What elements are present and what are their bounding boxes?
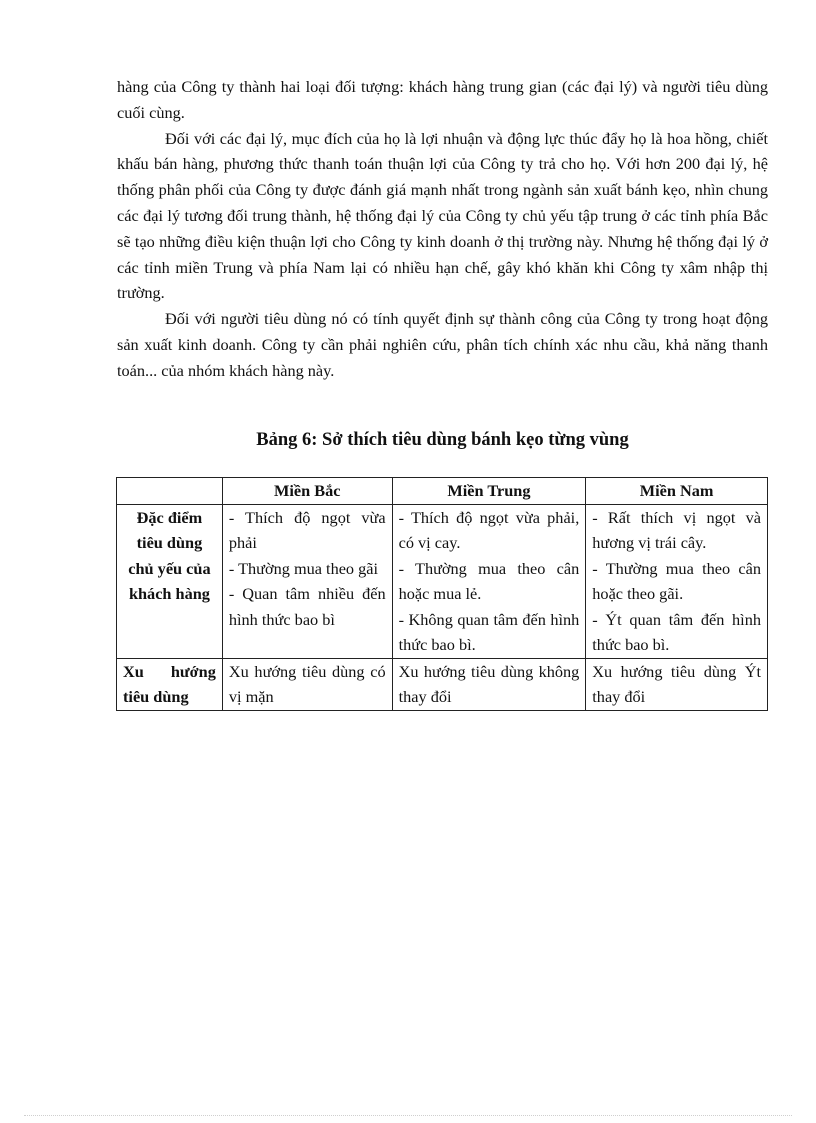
body-text xyxy=(117,74,768,384)
cell-mien-nam: Xu hướng tiêu dùng Ýt thay đổi xyxy=(586,658,768,710)
cell-line: - Thường mua theo gãi xyxy=(228,558,379,578)
cell-mien-trung xyxy=(392,504,586,658)
cell-line: - Quan tâm nhiều đến hình thức bao bì xyxy=(228,584,386,629)
cell-mien-trung: Xu hướng tiêu dùng không thay đổi xyxy=(392,658,586,710)
header-corner xyxy=(117,478,223,505)
cell-mien-bac xyxy=(222,504,392,658)
table-row xyxy=(117,504,768,658)
header-mien-nam: Miền Nam xyxy=(586,478,768,505)
header-mien-trung: Miền Trung xyxy=(392,478,586,505)
paragraph-3: Đối với người tiêu dùng nó có tính quyết định sự thành công của Công ty trong hoạt động sản xuất kinh doanh. Công ty cần phải nghiên cứu, phân tích chính xác nhu cầu, khả năng thanh toán... của nhóm khách hàng này. xyxy=(117,309,768,380)
cell-line: - Ýt quan tâm đến hình thức bao bì. xyxy=(592,609,761,654)
table-title: Bảng 6: Sở thích tiêu dùng bánh kẹo từng vùng xyxy=(256,430,629,450)
cell-line: - Thích độ ngọt vừa phải, có vị cay. xyxy=(398,507,580,552)
cell-line: - Thường mua theo cân hoặc theo gãi. xyxy=(592,558,761,603)
cell-line: - Rất thích vị ngọt và hương vị trái cây. xyxy=(592,507,761,552)
header-mien-bac: Miền Bắc xyxy=(222,478,392,505)
page-bottom-border xyxy=(24,1115,792,1116)
cell-line: - Thích độ ngọt vừa phải xyxy=(228,507,386,552)
paragraph-2: Đối với các đại lý, mục đích của họ là lợi nhuận và động lực thúc đẩy họ là hoa hồng, chiết khấu bán hàng, phương thức thanh toán thuận lợi của Công ty trả cho họ. Với hơn 200 đại lý, hệ thống phân phối của Công ty được đánh giá mạnh nhất trong ngành sản xuất bánh kẹo, nhìn chung các đại lý tương đối trung thành, hệ thống đại lý của Công ty chủ yếu tập trung ở các tỉnh phía Bắc sẽ tạo những điều kiện thuận lợi cho Công ty kinh doanh ở thị trường này. Nhưng hệ thống đại lý ở các tỉnh miền Trung và phía Nam lại có nhiều hạn chế, gây khó khăn khi Công ty xâm nhập thị trường. xyxy=(117,128,768,303)
cell-line: - Không quan tâm đến hình thức bao bì. xyxy=(398,609,580,654)
cell-mien-bac: Xu hướng tiêu dùng có vị mặn xyxy=(222,658,392,710)
row-label: Đặc điểm tiêu dùng chủ yếu của khách hàng xyxy=(117,504,223,658)
cell-mien-nam xyxy=(586,504,768,658)
preference-table xyxy=(116,477,768,711)
table-header-row xyxy=(117,478,768,505)
table-row xyxy=(117,658,768,710)
cell-line: - Thường mua theo cân hoặc mua lẻ. xyxy=(398,558,580,603)
paragraph-1: hàng của Công ty thành hai loại đối tượng: khách hàng trung gian (các đại lý) và người tiêu dùng cuối cùng. xyxy=(117,77,768,122)
row-label: Xu hướng tiêu dùng xyxy=(117,658,223,710)
